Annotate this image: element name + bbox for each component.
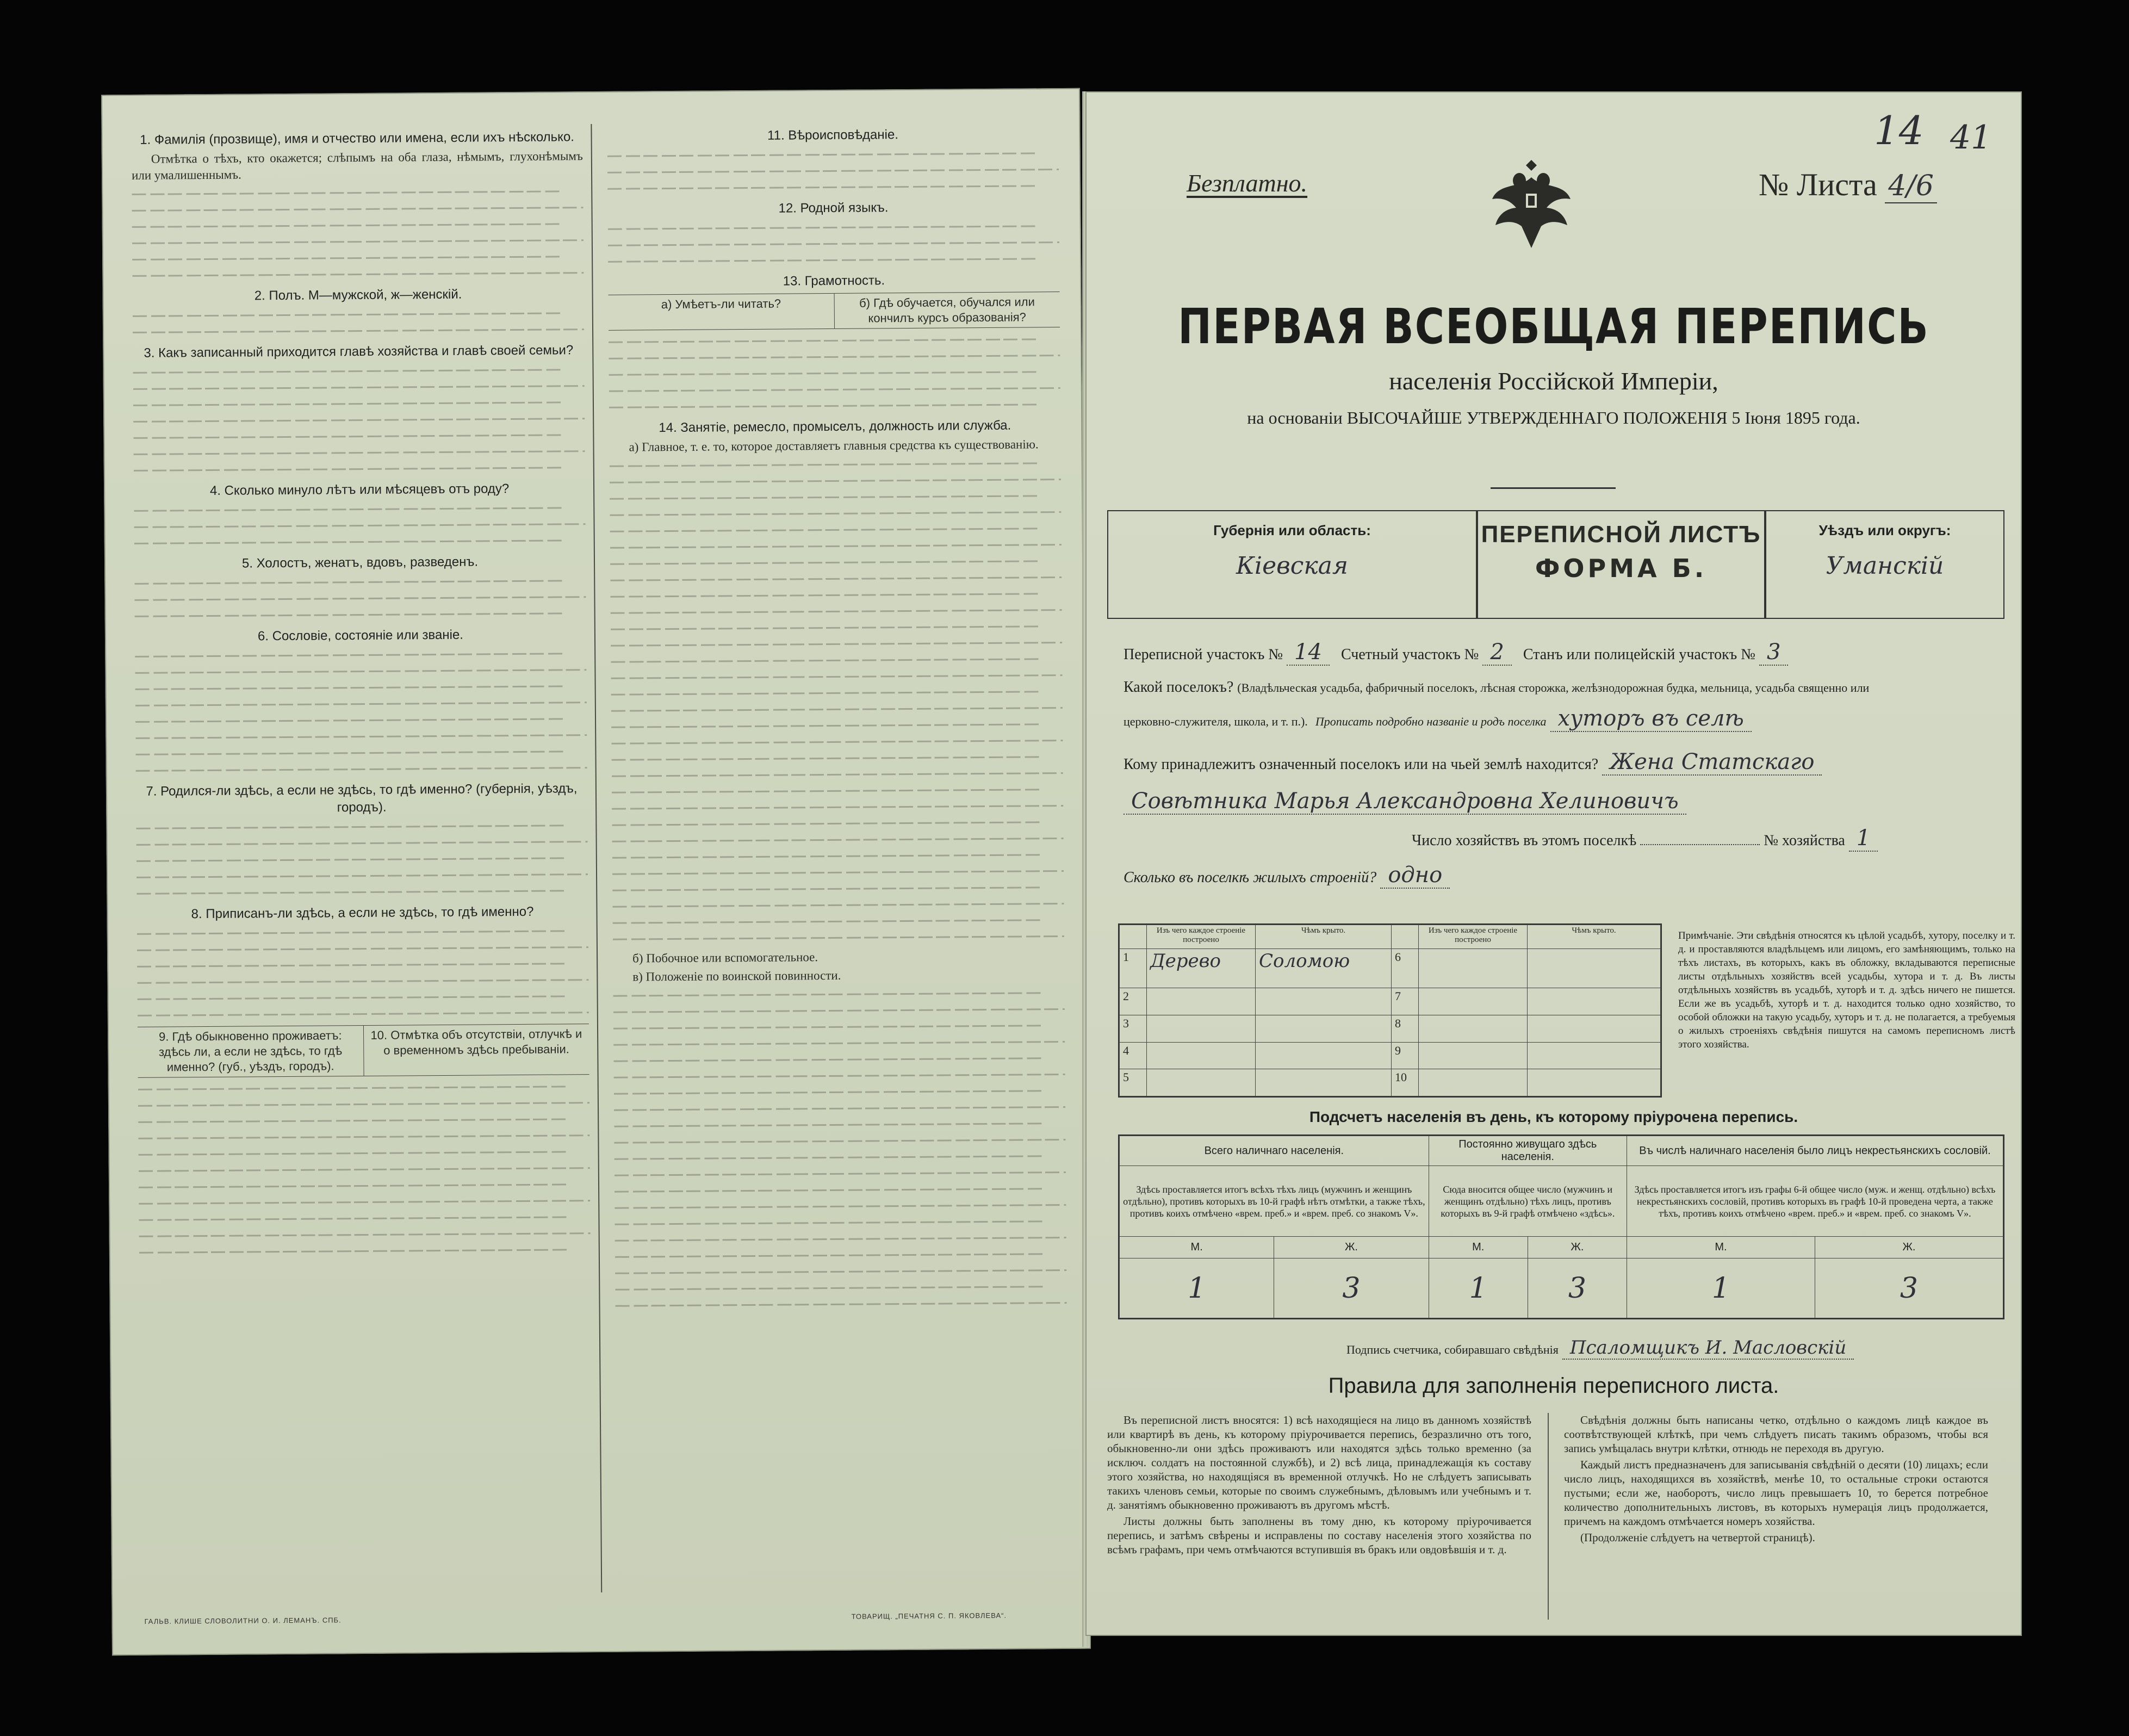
table-row: 3 8 (1120, 1015, 1661, 1042)
count-precinct-label: Счетный участокъ № (1340, 646, 1479, 663)
printer-imprint-right: ТОВАРИЩ. „ПЕЧАТНЯ С. П. ЯКОВЛЕВА“. (851, 1611, 1007, 1621)
free-of-charge-label: Безплатно. (1187, 169, 1308, 197)
province-handwritten: Кіевская (1236, 552, 1349, 580)
form-legal-basis: на основаніи ВЫСОЧАЙШЕ УТВЕРЖДЕННАГО ПОЛОЖЕНІЯ 5 Іюня 1895 года. (1247, 408, 1860, 427)
rules-paragraph: Свѣдѣнія должны быть написаны четко, отдѣльно о каждомъ лицѣ каждое въ соотвѣтствующей клѣткѣ, при чемъ слѣдуетъ писать такимъ образомъ, чтобы вся запись умѣщалась внутри клѣтки, отнюдь не переходя въ другую. (1564, 1413, 1988, 1455)
roof-header: Чѣмъ крыто. (1256, 925, 1392, 949)
signature-label: Подпись счетчика, собиравшаго свѣдѣнія (1346, 1343, 1559, 1356)
farm-number-value: 1 (1849, 826, 1878, 852)
owner-row (1124, 749, 1822, 774)
district-handwritten: Уманскій (1826, 552, 1944, 580)
ruled-lines (134, 499, 586, 551)
section-heading: 1. Фамилія (прозвище), имя и отчество или имена, если ихъ нѣсколько. (140, 129, 575, 147)
roof-header-2: Чѣмъ крыто. (1528, 925, 1661, 949)
district-label: Уѣздъ или округъ: (1818, 522, 1951, 538)
table-row: 4 9 (1120, 1042, 1661, 1069)
sheet-number (1759, 166, 1937, 203)
column-divider (591, 124, 602, 1592)
section-heading: 2. Полъ. М—мужской, ж—женскій. (254, 287, 462, 303)
district-field (1765, 510, 2004, 619)
farm-number-label: № хозяйства (1764, 832, 1845, 849)
section-heading: 4. Сколько минуло лѣтъ или мѣсяцевъ отъ роду? (209, 481, 510, 498)
section-text: Отмѣтка о тѣхъ, кто окажется; слѣпымъ на оба глаза, нѣмымъ, глухонѣмымъ или умалишеннымъ. (131, 149, 583, 182)
section-text: в) Положеніе по воинской повинности. (632, 968, 841, 984)
male-header: М. (1627, 1237, 1815, 1258)
building-1-roof: Соломою (1256, 949, 1392, 988)
female-header: Ж. (1815, 1237, 2003, 1258)
province-field (1107, 510, 1477, 619)
material-header: Изъ чего каждое строеніе построено (1147, 925, 1256, 949)
ruled-lines (609, 331, 1060, 416)
text-line (134, 459, 585, 479)
text-line (139, 1241, 591, 1261)
census-precinct-value: 14 (1287, 640, 1330, 666)
settlement-row (1124, 679, 1869, 696)
form-type-letter: ФОРМА Б. (1535, 554, 1708, 583)
count-precinct-value: 2 (1482, 640, 1511, 666)
corner-handwritten-number: 14 (1874, 108, 1924, 153)
province-label: Губернія или область: (1213, 522, 1371, 538)
male-header: М. (1429, 1237, 1528, 1258)
resident-male-count: 1 (1429, 1258, 1528, 1318)
settlement-row-2 (1124, 706, 1752, 731)
non-peasant-female-count: 3 (1815, 1258, 2003, 1318)
rules-paragraph: (Продолженіе слѣдуетъ на четвертой страницѣ). (1580, 1531, 1815, 1544)
buildings-row (1124, 863, 1450, 888)
population-values-row (1120, 1258, 2003, 1318)
paired-section-right: 10. Отмѣтка объ отсутствіи, отлучкѣ и о временномъ здѣсь пребываніи. (363, 1024, 589, 1076)
population-count-title: Подсчетъ населенія въ день, къ которому пріурочена перепись. (1309, 1108, 1798, 1125)
police-precinct-label: Станъ или полицейскій участокъ № (1523, 646, 1755, 663)
present-male-count: 1 (1120, 1258, 1274, 1318)
rules-paragraph: Листы должны быть заполнены въ тому дню, къ которому пріурочивается перепись, и затѣмъ свѣрены и исправлены по составу населенія этого хозяйства по всѣмъ графамъ, при чемъ отмѣчаются вступившія въ бракъ или овдовѣвшія и т. д. (1107, 1515, 1531, 1556)
census-form-front-page (1085, 91, 2022, 1636)
section-heading: 6. Сословіе, состояніе или званіе. (257, 627, 464, 644)
material-header-2: Изъ чего каждое строеніе построено (1419, 925, 1528, 949)
non-peasant-male-count: 1 (1627, 1258, 1815, 1318)
ruled-lines (137, 922, 589, 1024)
form-subtitle: населенія Россійской Имперіи, (1389, 367, 1718, 395)
ruled-lines (133, 361, 585, 479)
precinct-row (1124, 640, 1788, 665)
resident-population-desc: Сюда вносится общее число (мужчинъ и женщинъ отдѣльно) тѣхъ лицъ, противъ которыхъ въ 9-й графѣ отмѣчено «здѣсь». (1429, 1166, 1627, 1237)
police-precinct-value: 3 (1759, 640, 1788, 666)
present-population-desc: Здѣсь проставляется итогъ всѣхъ тѣхъ лицъ (мужчинъ и женщинъ отдѣльно), противъ которыхъ въ 10-й графѣ нѣтъ отмѣтки, а также тѣхъ, противъ коихъ отмѣчено «врем. преб.» и «врем. преб. со знакомъ V». (1120, 1166, 1429, 1237)
buildings-note: Примѣчаніе. Эти свѣдѣнія относятся къ цѣлой усадьбѣ, хутору, поселку и т. д. и проставляются владѣльцемъ или лицомъ, его замѣняющимъ, только на тѣхъ листахъ, въ которыхъ, какъ въ обложку, вкладываются переписные листы отдѣльныхъ хозяйствъ всей усадьбы, хутора и т. д. Въ листы отдѣльныхъ хозяйствъ въ усадьбѣ, хуторѣ и т. д. здѣсь ничего не пишется. Если же въ усадьбѣ, хуторѣ и т. д. находится только одно хозяйство, то особой обложки на такую усадьбу, хуторъ и т. д. не полагается, а требуемыя о жилыхъ строеніяхъ свѣдѣнія пишутся на самомъ переписномъ листѣ этого хозяйства. (1678, 930, 2015, 1050)
ruled-lines (610, 455, 1064, 947)
section-heading: 8. Приписанъ-ли здѣсь, а если не здѣсь, то гдѣ именно? (191, 904, 534, 922)
sheet-number-label: № Листа (1759, 167, 1877, 202)
non-peasant-desc: Здѣсь проставляется итогъ изъ графы 6-й общее число (муж. и женщ. отдѣльно) всѣхъ некрестьянскихъ сословій, противъ которыхъ въ графѣ 10-й проведена черта, а также тѣхъ, противъ коихъ отмѣчено «врем. преб.» и «врем. преб. со знакомъ V». (1627, 1166, 2003, 1237)
ruled-lines (607, 145, 1059, 197)
section-heading: 13. Грамотность. (783, 273, 885, 289)
settlement-hint-3: Прописать подробно названіе и родъ поселка (1315, 715, 1547, 728)
text-line (132, 264, 584, 284)
farms-row (1412, 826, 1878, 851)
text-line (134, 532, 586, 551)
enumerator-signature-row (1346, 1337, 1854, 1359)
text-line (135, 605, 586, 624)
rules-title: Правила для заполненія переписного листа. (1328, 1374, 1779, 1398)
text-line (609, 396, 1060, 416)
rules-divider (1548, 1413, 1549, 1620)
settlement-handwritten: хуторъ въ селѣ (1550, 706, 1752, 732)
ruled-lines (136, 817, 588, 902)
present-population-header: Всего наличнаго населенія. (1120, 1136, 1429, 1166)
text-line (136, 882, 588, 902)
owner-handwritten: Жена Статскаго (1602, 749, 1822, 776)
population-count-table (1118, 1134, 2004, 1319)
section-heading: 5. Холостъ, женатъ, вдовъ, разведенъ. (241, 554, 479, 571)
table-row: 1 Дерево Соломою 6 (1120, 949, 1661, 988)
text-line (138, 1004, 589, 1024)
male-header: М. (1120, 1237, 1274, 1258)
table-row: 2 7 (1120, 988, 1661, 1015)
owner-label: Кому принадлежитъ означенный поселокъ или на чьей землѣ находится? (1124, 756, 1599, 773)
text-line (608, 250, 1059, 270)
resident-female-count: 3 (1528, 1258, 1627, 1318)
section-heading: 11. Вѣроисповѣданіе. (767, 127, 899, 143)
sheet-number-handwritten: 4/6 (1885, 170, 1937, 203)
building-1-material: Дерево (1147, 949, 1256, 988)
owner-row-2 (1124, 789, 1686, 814)
buildings-label: Сколько въ поселкѣ жилыхъ строеній? (1124, 869, 1377, 886)
ruled-lines (135, 645, 587, 779)
title-divider (1491, 487, 1616, 489)
enumerator-signature: Псаломщикъ И. Масловскій (1562, 1337, 1854, 1360)
text-line (607, 177, 1059, 197)
section-heading: 7. Родился-ли здѣсь, а если не здѣсь, то гдѣ именно? (губернія, уѣздъ, городъ). (146, 781, 578, 815)
text-line (615, 1294, 1066, 1314)
instructions-column-1 (131, 124, 591, 1264)
owner-handwritten-2: Совѣтника Марья Александровна Хелиновичъ (1124, 789, 1686, 815)
non-peasant-header: Въ числѣ наличнаго населенія было лицъ некрестьянскихъ сословій. (1627, 1136, 2003, 1166)
female-header: Ж. (1528, 1237, 1627, 1258)
rules-column-1 (1107, 1413, 1531, 1559)
text-line (133, 321, 584, 340)
table-row: 5 10 (1120, 1069, 1661, 1096)
settlement-hint-2: церковно-служителя, школа, и т. п.). (1124, 715, 1308, 728)
paired-sections (138, 1024, 589, 1078)
rules-column-2 (1564, 1413, 1988, 1547)
present-female-count: 3 (1274, 1258, 1429, 1318)
form-title: ПЕРВАЯ ВСЕОБЩАЯ ПЕРЕПИСЬ (1178, 299, 1929, 355)
settlement-hint: (Владѣльческая усадьба, фабричный поселокъ, лѣсная сторожка, желѣзнодорожная будка, мельница, усадьба священно или (1237, 681, 1870, 695)
ruled-lines (134, 572, 586, 624)
paired-section-left: 9. Гдѣ обыкновенно проживаетъ: здѣсь ли, а если не здѣсь, то гдѣ именно? (губ., уѣздъ, городъ). (158, 1028, 343, 1074)
printer-imprint-left: ГАЛЬВ. КЛИШЕ СЛОВОЛИТНИ О. И. ЛЕМАНЪ. СПБ. (144, 1616, 342, 1626)
farms-count-label: Число хозяйствъ въ этомъ поселкѣ (1412, 832, 1637, 849)
paired-section-left: а) Умѣетъ-ли читать? (661, 296, 781, 312)
form-type-box (1477, 510, 1765, 619)
section-heading: 12. Родной языкъ. (778, 200, 889, 216)
settlement-label: Какой поселокъ? (1124, 679, 1234, 696)
resident-population-header: Постоянно живущаго здѣсь населенія. (1429, 1136, 1627, 1166)
section-text: б) Побочное или вспомогательное. (632, 950, 818, 965)
buildings-table-header (1120, 925, 1661, 949)
ruled-lines (133, 305, 584, 340)
ruled-lines (608, 218, 1060, 270)
section-text: а) Главное, т. е. то, которое доставляетъ главныя средства къ существованію. (629, 437, 1039, 454)
ruled-lines (613, 984, 1066, 1314)
section-heading: 3. Какъ записанный приходится главѣ хозяйства и главѣ своей семьи? (144, 343, 574, 361)
rules-paragraph: Въ переписной листъ вносятся: 1) всѣ находящіеся на лицо въ данномъ хозяйствѣ или квартирѣ въ день, къ которому пріурочивается перепись, безразлично отъ того, обыкновенно-ли они здѣсь проживаютъ или находятся здѣсь только временно (за исключ. солдатъ на постоянной службѣ), и 2) всѣ лица, принадлежащія къ составу этого хозяйства, но находящіяся въ временной отлучкѣ. Но не слѣдуетъ записывать такихъ членовъ семьи, которые по своимъ служебнымъ, дѣловымъ или учебнымъ и т. д. занятіямъ обыкновенно проживаютъ въ другомъ мѣстѣ. (1107, 1413, 1531, 1511)
text-line (136, 759, 587, 779)
ruled-lines (138, 1078, 591, 1261)
census-precinct-label: Переписной участокъ № (1124, 646, 1283, 663)
instructions-column-2 (607, 121, 1066, 1317)
form-type-title: ПЕРЕПИСНОЙ ЛИСТЪ (1481, 521, 1761, 548)
rules-paragraph: Каждый листъ предназначенъ для записыванія свѣдѣній о десяти (10) лицахъ; если число лицъ, находящихся въ хозяйствѣ, менѣе 10, то остальные строки остаются пустыми; если же, наоборотъ, число лицъ превышаетъ 10, то берется потребное количество дополнительныхъ листовъ, въ которыхъ нумерація лицъ продолжается, причемъ на каждомъ отмѣчается номеръ хозяйства. (1564, 1458, 1988, 1528)
section-heading: 14. Занятіе, ремесло, промыселъ, должность или служба. (659, 418, 1011, 436)
corner-handwritten-number-2: 41 (1950, 119, 1992, 157)
double-headed-eagle-emblem (1488, 156, 1575, 253)
paired-section-right: б) Гдѣ обучается, обучался или кончилъ курсъ образованія? (834, 292, 1060, 328)
census-form-left-page (101, 88, 1091, 1656)
female-header: Ж. (1274, 1237, 1429, 1258)
text-line (613, 928, 1064, 947)
buildings-handwritten: одно (1380, 863, 1450, 889)
paired-sections (609, 292, 1060, 331)
ruled-lines (132, 183, 584, 284)
buildings-table (1118, 923, 1662, 1098)
